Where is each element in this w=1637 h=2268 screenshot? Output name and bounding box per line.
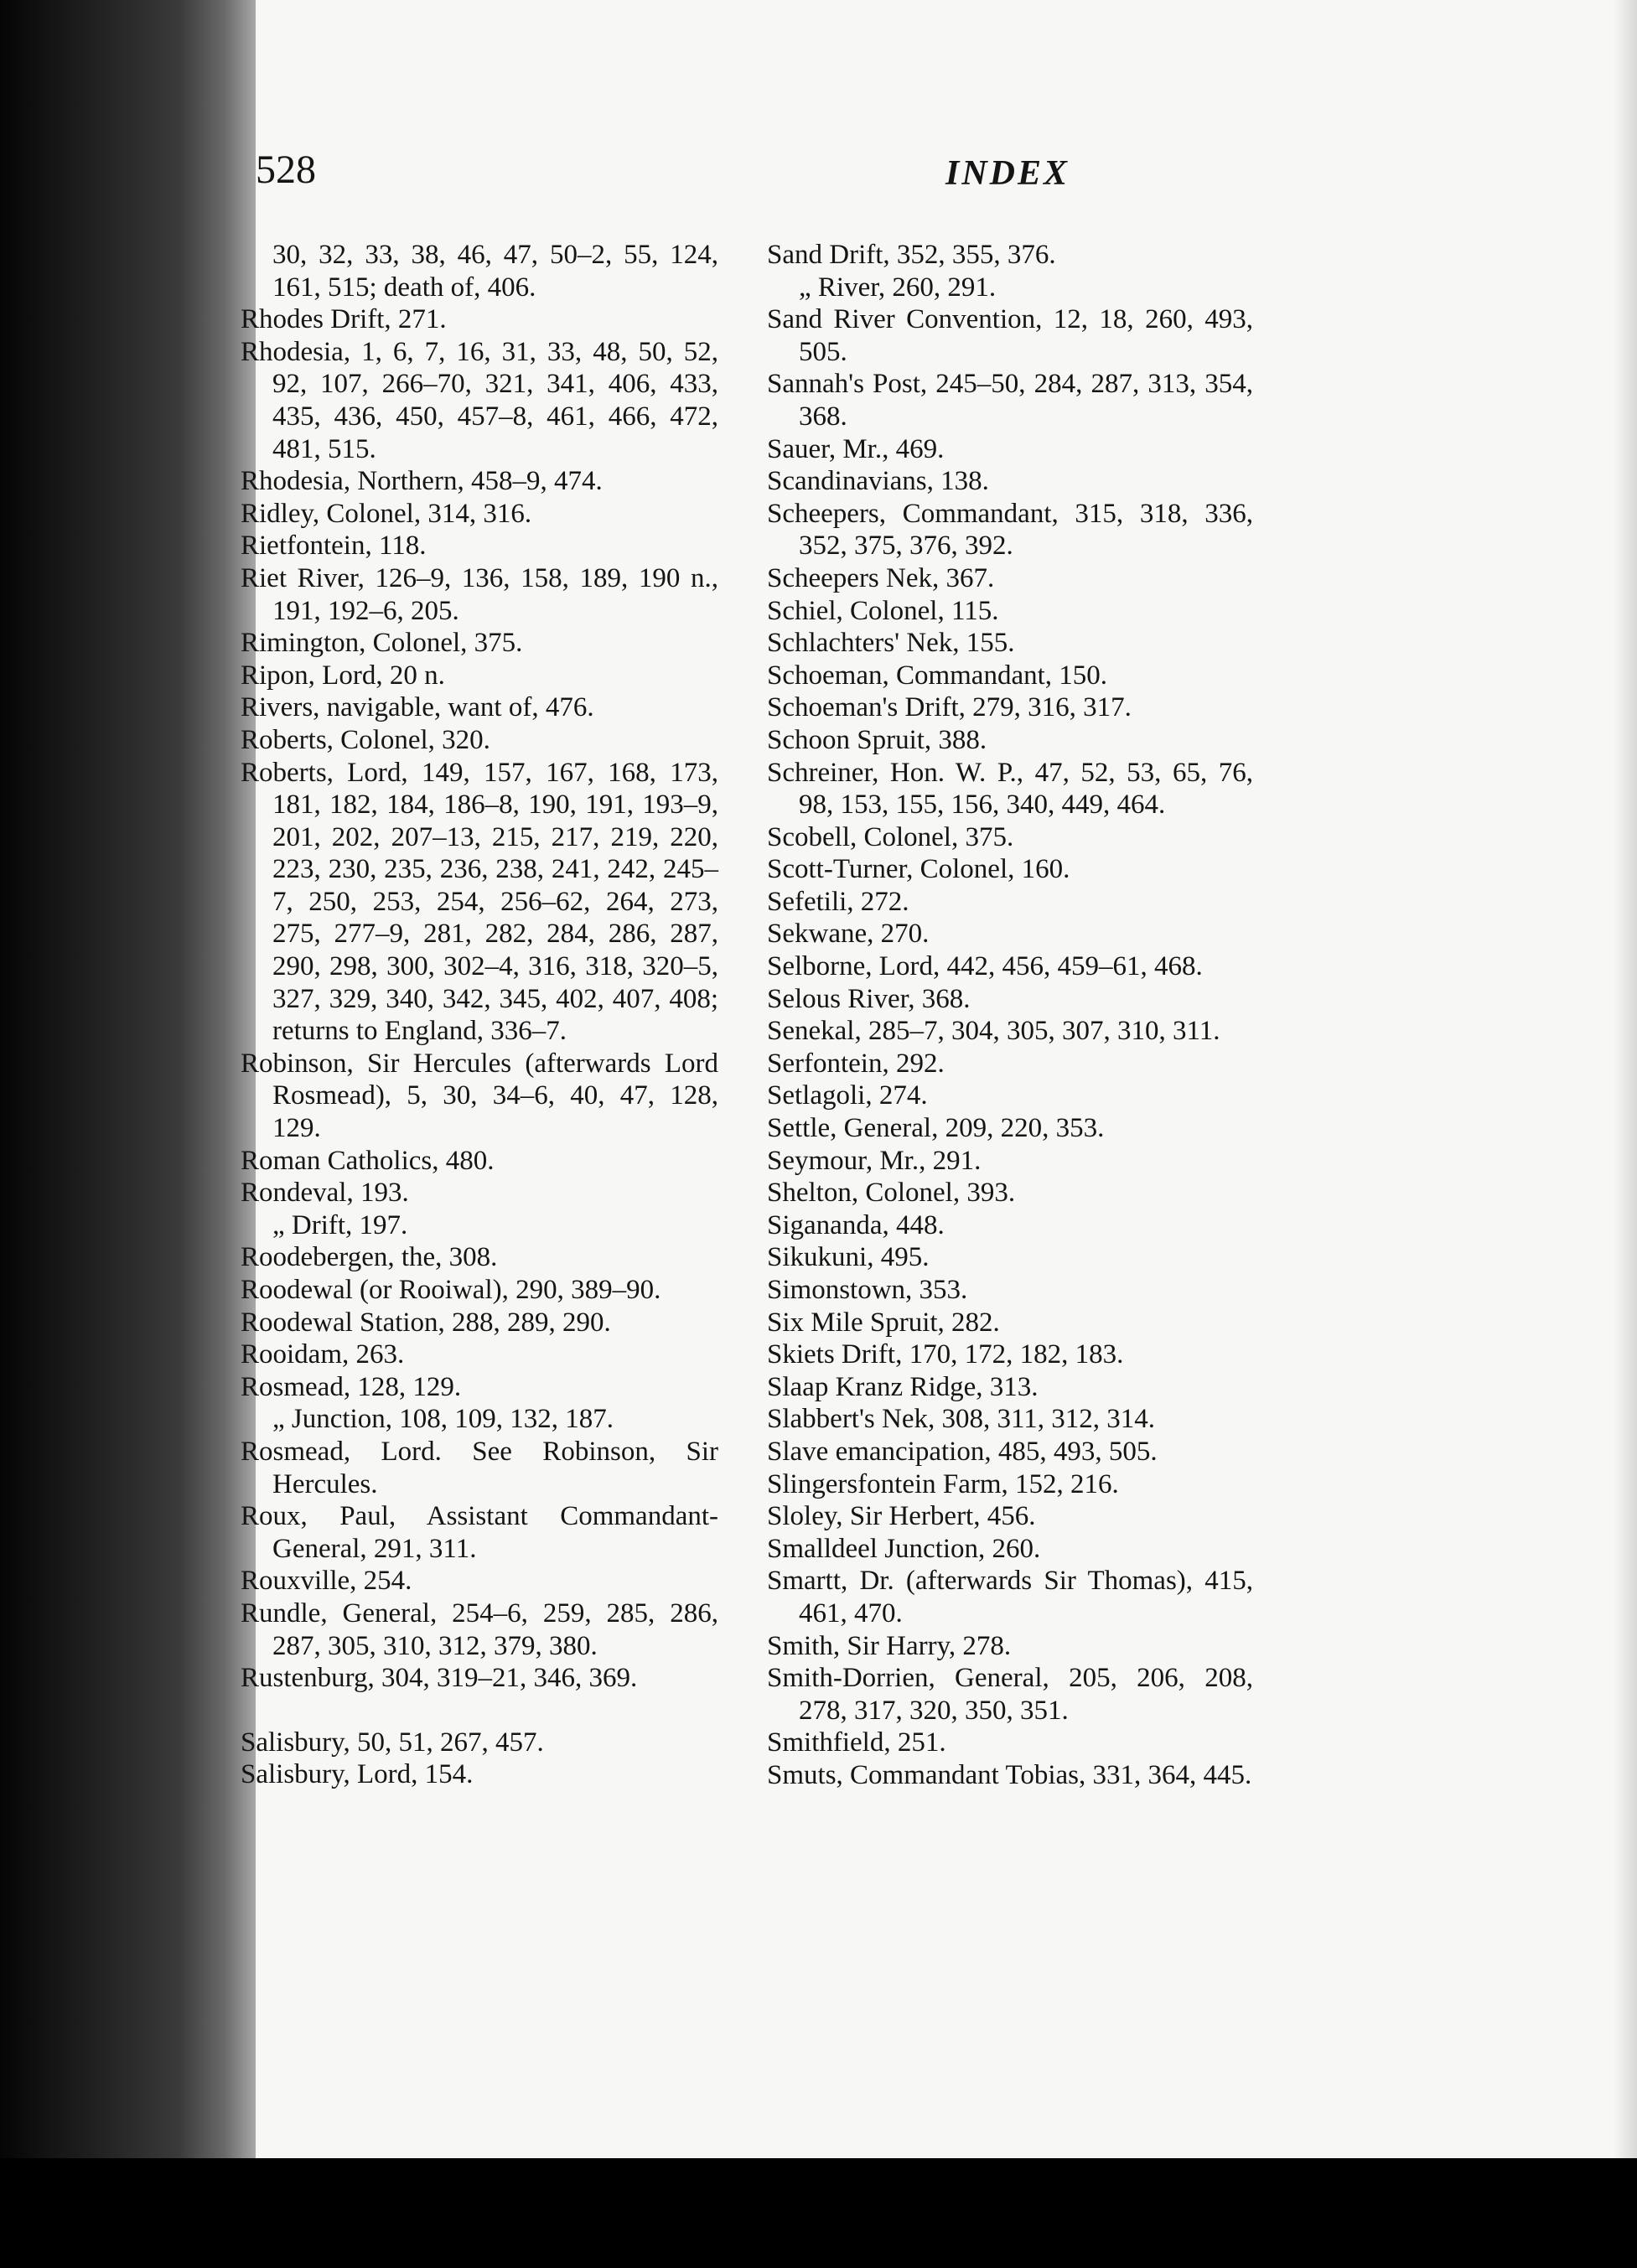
index-entry: Rundle, General, 254–6, 259, 285, 286, 287, 305, 310, 312, 379, 380. [241, 1597, 718, 1661]
index-entry: Slingersfontein Farm, 152, 216. [767, 1468, 1119, 1499]
index-entry: Senekal, 285–7, 304, 305, 307, 310, 311. [767, 1016, 1220, 1047]
page-edge [1614, 0, 1637, 2158]
index-entry: Smartt, Dr. (afterwards Sir Thomas), 415, 461, 470. [767, 1566, 1253, 1629]
index-entry: Simonstown, 353. [767, 1275, 968, 1305]
index-entry: Sikukuni, 495. [767, 1242, 930, 1273]
index-entry: Robinson, Sir Hercules (afterwards Lord Rosmead), 5, 30, 34–6, 40, 47, 128, 129. [241, 1048, 718, 1144]
index-entry: Sefetili, 272. [767, 886, 909, 917]
index-entry: Schoeman, Commandant, 150. [767, 660, 1108, 691]
index-entry: Sigananda, 448. [767, 1209, 945, 1240]
index-entry: Skiets Drift, 170, 172, 182, 183. [767, 1339, 1124, 1370]
index-entry: Rosmead, 128, 129. [241, 1371, 462, 1402]
index-entry: Seymour, Mr., 291. [767, 1145, 982, 1176]
index-entry: Roodebergen, the, 308. [241, 1242, 498, 1273]
index-column-left [241, 239, 718, 1791]
index-entry: Shelton, Colonel, 393. [767, 1178, 1016, 1209]
page-number: 528 [256, 148, 316, 192]
index-entry: Rhodes Drift, 271. [241, 304, 447, 335]
index-entry: Slaap Kranz Ridge, 313. [767, 1371, 1039, 1402]
index-entry: Sannah's Post, 245–50, 284, 287, 313, 354, 368. [767, 369, 1253, 432]
scan-border [0, 2158, 1637, 2268]
index-entry: Sauer, Mr., 469. [767, 433, 945, 464]
index-entry: 30, 32, 33, 38, 46, 47, 50–2, 55, 124, 161, 515; death of, 406. [272, 240, 718, 303]
index-entry: Selborne, Lord, 442, 456, 459–61, 468. [767, 951, 1203, 982]
index-entry: Scobell, Colonel, 375. [767, 821, 1014, 852]
index-entry: Rustenburg, 304, 319–21, 346, 369. [241, 1663, 638, 1694]
index-entry: Schoeman's Drift, 279, 316, 317. [767, 692, 1132, 723]
index-entry: Roberts, Colonel, 320. [241, 724, 490, 755]
index-entry: Sand River Convention, 12, 18, 260, 493, 505. [767, 304, 1253, 367]
index-entry: Sloley, Sir Herbert, 456. [767, 1501, 1036, 1532]
index-entry: Rosmead, Lord. See Robinson, Sir Hercules. [241, 1436, 718, 1499]
index-entry: Schoon Spruit, 388. [767, 724, 987, 755]
index-entry: Slave emancipation, 485, 493, 505. [767, 1436, 1158, 1467]
index-entry: Roux, Paul, Assistant Commandant-General, 291, 311. [241, 1501, 718, 1564]
index-entry: Salisbury, 50, 51, 267, 457. [241, 1727, 544, 1758]
index-entry: Rietfontein, 118. [241, 531, 427, 562]
index-entry: Rhodesia, 1, 6, 7, 16, 31, 33, 48, 50, 52, 92, 107, 266–70, 321, 341, 406, 433, 435, 436, 450, 457–8, 461, 466, 472, 481, 515. [241, 336, 718, 464]
index-entry: Scandinavians, 138. [767, 466, 989, 497]
index-entry: Serfontein, 292. [767, 1048, 945, 1079]
index-entry: „ River, 260, 291. [799, 272, 997, 303]
index-entry: Smalldeel Junction, 260. [767, 1533, 1041, 1564]
index-entry: Ridley, Colonel, 314, 316. [241, 498, 532, 529]
index-entry: Rondeval, 193. [241, 1178, 409, 1209]
index-entry: Smuts, Commandant Tobias, 331, 364, 445. [767, 1759, 1252, 1790]
index-entry: Sand Drift, 352, 355, 376. [767, 240, 1056, 270]
index-entry: Scott-Turner, Colonel, 160. [767, 854, 1070, 885]
index-entry: Rooidam, 263. [241, 1339, 405, 1370]
index-entry: Rimington, Colonel, 375. [241, 628, 523, 659]
index-entry: Rivers, navigable, want of, 476. [241, 692, 594, 723]
index-entry: Roberts, Lord, 149, 157, 167, 168, 173, 181, 182, 184, 186–8, 190, 191, 193–9, 201, 202, 207–13, 215, 217, 219, 220, 223, 230, 235, 236, 238, 241, 242, 245–7, 250, 253, 254, 256–62, 264, 273, 275, 277–9, 281, 282, 284, 286, 287, 290, 298, 300, 302–4, 316, 318, 320–5, 327, 329, 340, 342, 345, 402, 407, 408; returns to England, 336–7. [241, 757, 718, 1047]
index-entry: Rhodesia, Northern, 458–9, 474. [241, 466, 603, 497]
index-entry: „ Drift, 197. [272, 1209, 408, 1240]
index-entry: „ Junction, 108, 109, 132, 187. [272, 1404, 614, 1435]
index-entry: Ripon, Lord, 20 n. [241, 660, 445, 691]
index-entry: Selous River, 368. [767, 983, 971, 1014]
index-entry: Smithfield, 251. [767, 1727, 946, 1758]
index-entry: Salisbury, Lord, 154. [241, 1759, 474, 1790]
index-entry: Roodewal (or Rooiwal), 290, 389–90. [241, 1275, 661, 1305]
index-entry: Schreiner, Hon. W. P., 47, 52, 53, 65, 76, 98, 153, 155, 156, 340, 449, 464. [767, 757, 1253, 821]
index-entry: Scheepers Nek, 367. [767, 562, 995, 593]
index-entry: Setlagoli, 274. [767, 1080, 928, 1111]
index-entry: Schlachters' Nek, 155. [767, 628, 1015, 659]
index-entry: Sekwane, 270. [767, 919, 930, 950]
book-spine [0, 0, 256, 2268]
index-entry: Roodewal Station, 288, 289, 290. [241, 1307, 611, 1338]
index-entry: Six Mile Spruit, 282. [767, 1307, 1000, 1338]
index-entry: Slabbert's Nek, 308, 311, 312, 314. [767, 1404, 1156, 1435]
index-entry: Riet River, 126–9, 136, 158, 189, 190 n., 191, 192–6, 205. [241, 562, 718, 626]
index-entry: Smith-Dorrien, General, 205, 206, 208, 278, 317, 320, 350, 351. [767, 1663, 1253, 1726]
index-entry: Rouxville, 254. [241, 1566, 412, 1597]
index-entry: Settle, General, 209, 220, 353. [767, 1113, 1105, 1144]
index-entry: Smith, Sir Harry, 278. [767, 1630, 1012, 1661]
index-column-right [767, 239, 1253, 1792]
index-entry: Roman Catholics, 480. [241, 1145, 495, 1176]
index-entry: Scheepers, Commandant, 315, 318, 336, 352, 375, 376, 392. [767, 498, 1253, 562]
index-entry: Schiel, Colonel, 115. [767, 595, 999, 626]
running-head: INDEX [945, 154, 1070, 193]
